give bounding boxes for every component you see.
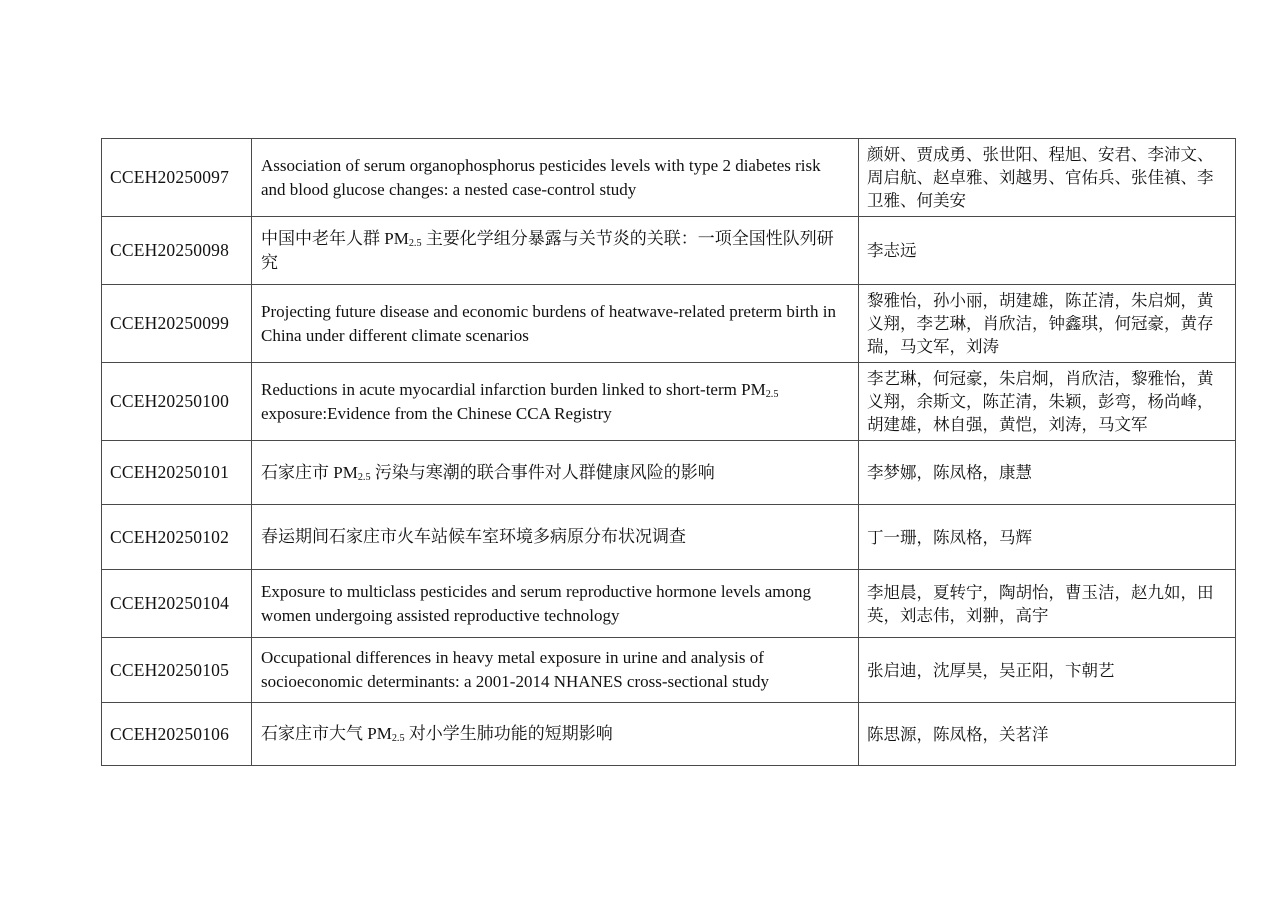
submission-title: Occupational differences in heavy metal exposure in urine and analysis of socioeconomic determinants: a 2001-2014 NHANES cross-sectional study <box>252 638 859 703</box>
submission-title: 春运期间石家庄市火车站候车室环境多病原分布状况调查 <box>252 505 859 570</box>
submission-authors: 黎雅怡，孙小丽，胡建雄，陈芷清，朱启炯，黄义翔，李艺琳，肖欣洁，钟鑫琪，何冠豪，黄存瑞，马文军，刘涛 <box>859 285 1236 363</box>
submission-title: 石家庄市 $PM_{2.5}$ 污染与寒潮的联合事件对人群健康风险的影响 <box>252 441 859 505</box>
submission-authors: 李艺琳，何冠豪，朱启炯，肖欣洁，黎雅怡，黄义翔，余斯文，陈芷清，朱颖，彭弯，杨尚峰，胡建雄，林自强，黄恺，刘涛，马文军 <box>859 363 1236 441</box>
submission-authors: 张启迪，沈厚昊，吴正阳，卞朝艺 <box>859 638 1236 703</box>
table-row <box>102 441 1236 505</box>
submission-title: Exposure to multiclass pesticides and serum reproductive hormone levels among women undergoing assisted reproductive technology <box>252 570 859 638</box>
table-row <box>102 505 1236 570</box>
submission-authors: 李志远 <box>859 217 1236 285</box>
table-row <box>102 638 1236 703</box>
submission-title: Projecting future disease and economic burdens of heatwave-related preterm birth in China under different climate scenarios <box>252 285 859 363</box>
submission-id: CCEH20250097 <box>102 139 252 217</box>
table-row <box>102 285 1236 363</box>
submission-id: CCEH20250098 <box>102 217 252 285</box>
submission-id: CCEH20250106 <box>102 703 252 766</box>
submission-authors: 李旭晨，夏转宁，陶胡怡，曹玉洁，赵九如，田英，刘志伟，刘翀，高宇 <box>859 570 1236 638</box>
submission-title: Reductions in acute myocardial infarction burden linked to short-term $PM_{2.5}$ exposure:Evidence from the Chinese CCA Registry <box>252 363 859 441</box>
table-row <box>102 217 1236 285</box>
submission-id: CCEH20250105 <box>102 638 252 703</box>
submission-id: CCEH20250099 <box>102 285 252 363</box>
submission-authors: 陈思源，陈凤格，关茗洋 <box>859 703 1236 766</box>
submission-id: CCEH20250104 <box>102 570 252 638</box>
table-row <box>102 703 1236 766</box>
submission-title: 中国中老年人群 $PM_{2.5}$ 主要化学组分暴露与关节炎的关联：一项全国性队列研究 <box>252 217 859 285</box>
submission-authors: 颜妍、贾成勇、张世阳、程旭、安君、李沛文、周启航、赵卓雅、刘越男、官佑兵、张佳禛、李卫雅、何美安 <box>859 139 1236 217</box>
submission-id: CCEH20250101 <box>102 441 252 505</box>
table-row <box>102 570 1236 638</box>
submission-id: CCEH20250100 <box>102 363 252 441</box>
submissions-table <box>101 138 1236 766</box>
table-row <box>102 363 1236 441</box>
submission-authors: 李梦娜，陈凤格，康慧 <box>859 441 1236 505</box>
submission-title: Association of serum organophosphorus pesticides levels with type 2 diabetes risk and blood glucose changes: a nested case-control study <box>252 139 859 217</box>
table-row <box>102 139 1236 217</box>
submission-title: 石家庄市大气 $PM_{2.5}$ 对小学生肺功能的短期影响 <box>252 703 859 766</box>
submission-id: CCEH20250102 <box>102 505 252 570</box>
submission-authors: 丁一珊，陈凤格，马辉 <box>859 505 1236 570</box>
